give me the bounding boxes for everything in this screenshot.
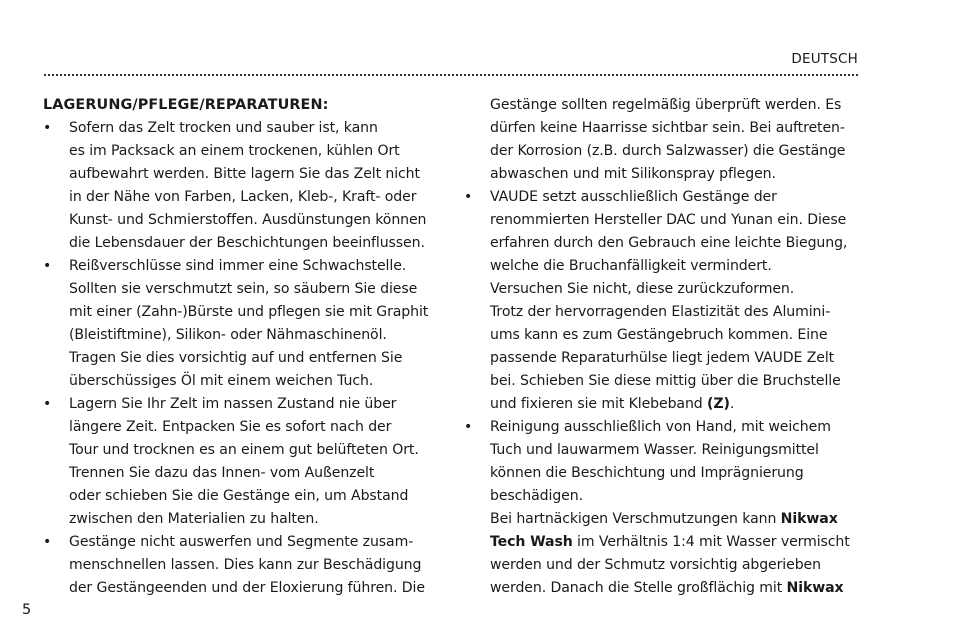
bullet-icon: • [43,120,52,136]
text-run: werden. Danach die Stelle großflächig mit [490,580,787,596]
section-title: LAGERUNG/PFLEGE/REPARATUREN: [43,97,329,113]
bullet-icon: • [464,419,473,435]
text-line: zwischen den Materialien zu halten. [69,511,319,527]
text-line [490,577,869,600]
list-item [464,186,869,416]
right-column [464,94,869,600]
text-line: (Bleistiftmine), Silikon- oder Nähmaschinenöl. [69,327,387,343]
bullet-icon: • [43,258,52,274]
product-name: Nikwax [780,511,838,527]
text-line: der Korrosion (z.B. durch Salzwasser) die Gestänge [490,143,846,159]
text-line: passende Reparaturhülse liegt jedem VAUDE Zelt [490,350,835,366]
text-line [490,393,869,416]
text-line: oder schieben Sie die Gestänge ein, um Abstand [69,488,409,504]
text-run: . [729,396,735,412]
text-line: Kunst- und Schmierstoffen. Ausdünstungen können [69,212,427,228]
text-line: beschädigen. [490,488,583,504]
product-name: Nikwax [786,580,844,596]
list-item [43,117,453,255]
text-line: Gestänge sollten regelmäßig überprüft werden. Es [490,97,842,113]
text-line: Gestänge nicht auswerfen und Segmente zusam- [69,534,414,550]
text-run: und fixieren sie mit Klebeband [490,396,708,412]
list-item [43,255,453,393]
text-line [490,531,869,554]
left-column [43,94,453,600]
text-line: Sollten sie verschmutzt sein, so säubern Sie diese [69,281,418,297]
text-line: überschüssiges Öl mit einem weichen Tuch. [69,373,374,389]
text-line: Trennen Sie dazu das Innen- vom Außenzelt [69,465,375,481]
list-item [43,393,453,531]
bullet-icon: • [464,189,473,205]
text-line: Trotz der hervorragenden Elastizität des Alumini- [490,304,831,320]
continued-paragraph [464,94,869,186]
text-run: Bei hartnäckigen Verschmutzungen kann [490,511,781,527]
text-line: abwaschen und mit Silikonspray pflegen. [490,166,776,182]
text-line: Reißverschlüsse sind immer eine Schwachstelle. [69,258,407,274]
text-line: dürfen keine Haarrisse sichtbar sein. Bei auftreten- [490,120,845,136]
text-line: Tragen Sie dies vorsichtig auf und entfernen Sie [69,350,403,366]
text-line: welche die Bruchanfälligkeit vermindert. [490,258,772,274]
text-line: Tour und trocknen es an einem gut belüfteten Ort. [69,442,419,458]
text-line: längere Zeit. Entpacken Sie es sofort nach der [69,419,392,435]
text-line: die Lebensdauer der Beschichtungen beeinflussen. [69,235,425,251]
text-line: VAUDE setzt ausschließlich Gestänge der [490,189,777,205]
language-header: DEUTSCH [791,51,858,67]
text-run: im Verhältnis 1:4 mit Wasser vermischt [572,534,850,550]
text-line: renommierten Hersteller DAC und Yunan ein. Diese [490,212,847,228]
bullet-icon: • [43,534,52,550]
text-line: werden und der Schmutz vorsichtig abgerieben [490,557,821,573]
text-line: menschnellen lassen. Dies kann zur Beschädigung [69,557,422,573]
figure-reference: (Z) [707,396,730,412]
text-line: bei. Schieben Sie diese mittig über die Bruchstelle [490,373,841,389]
list-item [464,416,869,600]
list-item [43,531,453,600]
text-line: mit einer (Zahn-)Bürste und pflegen sie mit Graphit [69,304,429,320]
text-line [490,508,869,531]
bullet-icon: • [43,396,52,412]
text-line: Sofern das Zelt trocken und sauber ist, kann [69,120,378,136]
text-line: Versuchen Sie nicht, diese zurückzuformen. [490,281,795,297]
text-line: erfahren durch den Gebrauch eine leichte Biegung, [490,235,848,251]
text-line: aufbewahrt werden. Bitte lagern Sie das Zelt nicht [69,166,420,182]
text-line: Tuch und lauwarmem Wasser. Reinigungsmittel [490,442,819,458]
text-line: ums kann es zum Gestängebruch kommen. Eine [490,327,828,343]
text-line: Reinigung ausschließlich von Hand, mit weichem [490,419,831,435]
text-line: Lagern Sie Ihr Zelt im nassen Zustand nie über [69,396,397,412]
dotted-divider [44,74,858,76]
text-line: in der Nähe von Farben, Lacken, Kleb-, Kraft- oder [69,189,417,205]
text-line: es im Packsack an einem trockenen, kühlen Ort [69,143,400,159]
text-line: können die Beschichtung und Imprägnierung [490,465,804,481]
page-number: 5 [22,602,32,618]
product-name: Tech Wash [490,534,573,550]
text-line: der Gestängeenden und der Eloxierung führen. Die [69,580,425,596]
